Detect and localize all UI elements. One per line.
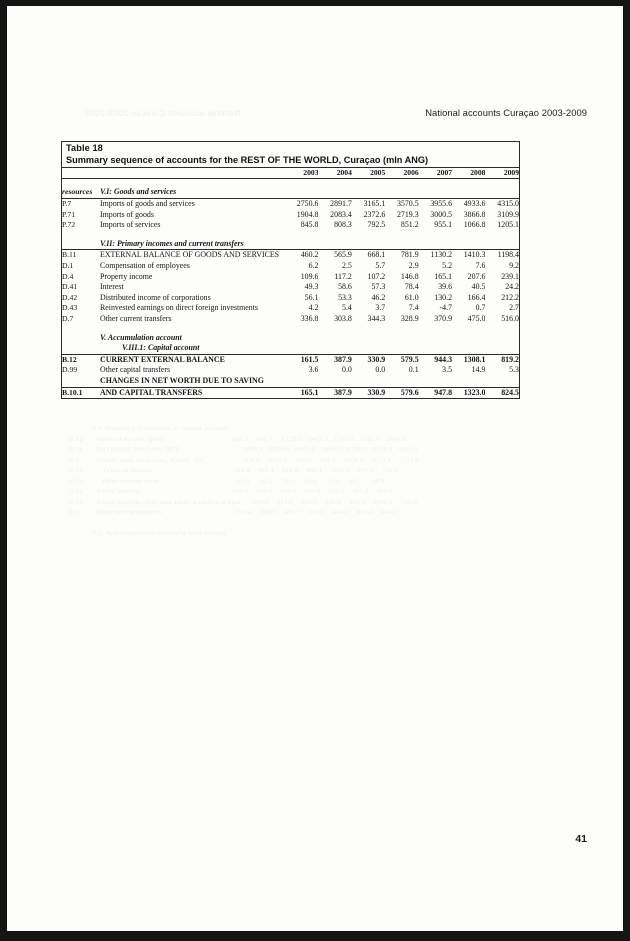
row-value: 49.3	[304, 282, 319, 292]
section-subheading-row	[62, 343, 519, 354]
table-row	[62, 261, 519, 272]
section-heading: V.I: Goods and services	[100, 187, 177, 197]
row-value: 24.2	[505, 282, 519, 292]
row-value: 107.2	[367, 271, 386, 281]
row-value: 39.6	[438, 282, 453, 292]
section-side-label	[62, 239, 100, 250]
year-header-2005: 2005	[352, 167, 385, 179]
row-value: 4.2	[308, 303, 319, 313]
row-code: D.43	[62, 303, 78, 313]
row-value: 2891.7	[318, 199, 351, 210]
year-header-2003: 2003	[285, 167, 318, 179]
row-value: 808.3	[334, 220, 352, 230]
row-value: 0.0	[375, 365, 386, 375]
row-value: 146.8	[400, 271, 419, 281]
row-value	[318, 376, 351, 387]
row-value: 824.5	[485, 387, 519, 398]
row-value	[452, 376, 485, 387]
row-value: 851.2	[400, 220, 419, 230]
row-value: 3165.1	[352, 199, 385, 210]
bleed-through-header: National accounts Curaçao 2003-2009	[85, 108, 241, 118]
year-header-spacer	[100, 167, 285, 179]
row-label: Reinvested earnings on direct foreign investments	[100, 303, 259, 313]
section-spacer-cell	[62, 325, 519, 333]
row-value: 5.2	[442, 260, 453, 270]
year-header-2006: 2006	[385, 167, 418, 179]
row-value: 387.9	[318, 354, 351, 365]
accounts-table-block	[61, 141, 520, 399]
table-row	[62, 293, 519, 304]
row-label: Interest	[100, 282, 124, 292]
row-value: 161.5	[285, 354, 318, 365]
section-spacer-cell	[62, 179, 519, 188]
table-caption: Summary sequence of accounts for the REST OF THE WORLD, Curaçao (mln ANG)	[66, 155, 429, 166]
table-label: Table 18	[66, 143, 103, 153]
row-code: D.4	[62, 271, 74, 281]
row-value: 46.2	[371, 292, 386, 302]
row-value: 792.5	[367, 220, 386, 230]
row-value: 212.2	[501, 292, 519, 302]
row-value: 109.6	[300, 271, 319, 281]
row-value: 387.9	[318, 387, 351, 398]
row-value: 207.6	[467, 271, 486, 281]
row-label: Other capital transfers	[100, 365, 171, 375]
row-value: 7.4	[408, 303, 419, 313]
page-number: 41	[575, 833, 587, 845]
row-code: D.42	[62, 292, 78, 302]
section-side-label	[62, 333, 100, 344]
row-label: Imports of services	[100, 220, 161, 230]
section-side-label: resources	[62, 187, 93, 197]
table-row	[62, 376, 519, 387]
section-spacer	[62, 231, 519, 239]
table-row	[62, 199, 519, 210]
row-code: D.99	[62, 365, 78, 375]
row-code: P.72	[62, 220, 76, 230]
row-value: 2.7	[509, 303, 519, 313]
table-row	[62, 282, 519, 293]
table-row	[62, 303, 519, 314]
row-value: 579.6	[385, 387, 418, 398]
row-label: EXTERNAL BALANCE OF GOODS AND SERVICES	[100, 250, 285, 261]
row-value: 166.4	[467, 292, 486, 302]
table-row	[62, 210, 519, 221]
section-heading-row	[62, 187, 519, 198]
row-value: 1323.0	[452, 387, 485, 398]
row-value: 2.5	[342, 260, 352, 270]
row-label: Imports of goods and services	[100, 199, 285, 210]
row-value: 1410.3	[452, 250, 485, 261]
row-value: 344.3	[367, 313, 386, 323]
row-code: D.1	[62, 260, 74, 270]
row-value: 947.8	[419, 387, 452, 398]
row-value: 130.2	[434, 292, 453, 302]
row-value: 516.0	[501, 313, 519, 323]
row-value: 4315.0	[485, 199, 519, 210]
row-label: Imports of goods	[100, 209, 154, 219]
row-value	[285, 376, 318, 387]
row-value: 78.4	[404, 282, 419, 292]
row-value: 2750.6	[285, 199, 318, 210]
row-value: 58.6	[338, 282, 352, 292]
row-value: 40.5	[471, 282, 486, 292]
row-value: 3.7	[375, 303, 386, 313]
row-value: 1066.8	[463, 220, 486, 230]
row-value: 3109.9	[497, 209, 519, 219]
row-value: 1198.4	[485, 250, 519, 261]
row-value: 239.1	[501, 271, 519, 281]
row-value: 955.1	[434, 220, 453, 230]
year-header-spacer	[62, 167, 100, 179]
row-value: 57.3	[371, 282, 386, 292]
year-header-row	[62, 167, 519, 179]
row-value	[352, 376, 385, 387]
row-label: CURRENT EXTERNAL BALANCE	[100, 354, 285, 365]
row-value: 475.0	[467, 313, 486, 323]
table-title	[62, 142, 519, 167]
row-value: 61.0	[404, 292, 419, 302]
section-subheading	[100, 343, 519, 354]
table-row	[62, 365, 519, 376]
row-value: 165.1	[434, 271, 453, 281]
year-header-2009: 2009	[485, 167, 519, 179]
row-value	[385, 376, 418, 387]
row-code: D.41	[62, 282, 78, 292]
row-label: CHANGES IN NET WORTH DUE TO SAVING	[100, 375, 264, 385]
row-code: B.12	[62, 354, 100, 365]
year-header-2004: 2004	[318, 167, 351, 179]
row-code: P.71	[62, 209, 76, 219]
row-value: 7.6	[475, 260, 486, 270]
row-value	[485, 376, 519, 387]
row-value: 3.5	[442, 365, 453, 375]
row-value: 2372.6	[363, 209, 386, 219]
section-spacer	[62, 179, 519, 188]
row-value: 3.6	[308, 365, 319, 375]
row-value: 3866.8	[463, 209, 486, 219]
row-value: 6.2	[308, 260, 319, 270]
row-value: 9.2	[509, 260, 519, 270]
row-value: 328.9	[400, 313, 419, 323]
row-value: 579.5	[385, 354, 418, 365]
table-title-row	[62, 142, 519, 167]
row-value: 5.7	[375, 260, 386, 270]
section-subheading-text: V.III.1: Capital account	[122, 343, 200, 353]
row-value: 303.8	[334, 313, 352, 323]
row-value: 3955.6	[419, 199, 452, 210]
row-value: 56.1	[304, 292, 319, 302]
row-value: 1205.1	[497, 220, 519, 230]
row-value: 53.3	[338, 292, 352, 302]
row-code: D.7	[62, 313, 74, 323]
page-sheet	[7, 6, 623, 931]
section-heading-row	[62, 333, 519, 344]
section-spacer-cell	[62, 231, 519, 239]
row-value: 3570.5	[385, 199, 418, 210]
row-value: 0.1	[408, 365, 419, 375]
row-value: 330.9	[352, 354, 385, 365]
table-row	[62, 220, 519, 231]
row-value: 565.9	[318, 250, 351, 261]
row-value: 668.1	[352, 250, 385, 261]
table-row	[62, 387, 519, 398]
row-label: AND CAPITAL TRANSFERS	[100, 387, 285, 398]
row-code	[62, 376, 100, 387]
row-value: 0.0	[342, 365, 352, 375]
row-value: 3000.5	[430, 209, 453, 219]
row-value: 2.9	[408, 260, 419, 270]
row-value: 370.9	[434, 313, 453, 323]
row-code: B.11	[62, 250, 100, 261]
row-code: P.7	[62, 199, 100, 210]
row-value: 330.9	[352, 387, 385, 398]
row-value: 1308.1	[452, 354, 485, 365]
row-label: Property income	[100, 271, 153, 281]
row-label: Compensation of employees	[100, 260, 190, 270]
row-label: Other current transfers	[100, 313, 172, 323]
section-spacer	[62, 325, 519, 333]
year-header-2007: 2007	[419, 167, 452, 179]
row-value: 117.2	[334, 271, 352, 281]
row-value: 1904.8	[296, 209, 319, 219]
table-row	[62, 250, 519, 261]
row-value: 2719.3	[396, 209, 419, 219]
year-header-2008: 2008	[452, 167, 485, 179]
row-value	[419, 376, 452, 387]
row-code: B.10.1	[62, 387, 100, 398]
row-value: 5.4	[342, 303, 352, 313]
bleed-through-table: V.I: Secondary distribution of income account B.5g National income, gross 999.1 601.7 1,125.5 1462.0 1711.3 2015.7 2042.1 B.5n NATIONAL INCOME, NET 5403.5 5834.6 6002.4 1869.1 6228.2 6532.4 4312.1 D.5 Current taxes on income, wealth, etc. 608.9 1012.0 966.3 902.3 1004.4 1029.6 1024.0 D.51 Taxes on income 504.8 909.4 934.8 869.1 1032.2 971.2 712.8 D.59 Other current taxes 26.9 22.2 23.2 24.6 29.6 28.7 29.9 D.62 Social benefits 208.6 280.4 306.6 901.8 927.1 431.8 490.0 D.75 Social benefits other than social transfers in kind 304.6 313.9 322.5 339.6 429.5 1046.2 725.0 D.7 Other current transfers 374.4 298.5 401.7 370.0 446.6 813.4 614.0 V.1: Redistribution of income in kind account	[69, 425, 419, 538]
section-heading-row	[62, 239, 519, 250]
row-value: 819.2	[485, 354, 519, 365]
row-value: 4933.6	[452, 199, 485, 210]
row-value: 2083.4	[330, 209, 352, 219]
row-value: 165.1	[285, 387, 318, 398]
row-value: 944.3	[419, 354, 452, 365]
table-row	[62, 272, 519, 283]
row-value: 1130.2	[419, 250, 452, 261]
section-heading: V. Accumulation account	[100, 332, 182, 342]
row-value: 0.7	[475, 303, 486, 313]
row-value: 14.9	[471, 365, 486, 375]
running-head: National accounts Curaçao 2003-2009	[425, 107, 587, 118]
row-value: -4.7	[439, 303, 453, 313]
row-value: 781.9	[385, 250, 418, 261]
accounts-table	[62, 142, 519, 398]
row-value: 5.3	[509, 365, 519, 375]
table-row	[62, 314, 519, 325]
row-label: Distributed income of corporations	[100, 292, 211, 302]
row-value: 460.2	[285, 250, 318, 261]
section-subheading-spacer	[62, 343, 100, 354]
table-row	[62, 354, 519, 365]
section-heading: V.II: Primary incomes and current transfers	[100, 238, 244, 248]
row-value: 336.8	[300, 313, 319, 323]
row-value: 845.8	[300, 220, 319, 230]
